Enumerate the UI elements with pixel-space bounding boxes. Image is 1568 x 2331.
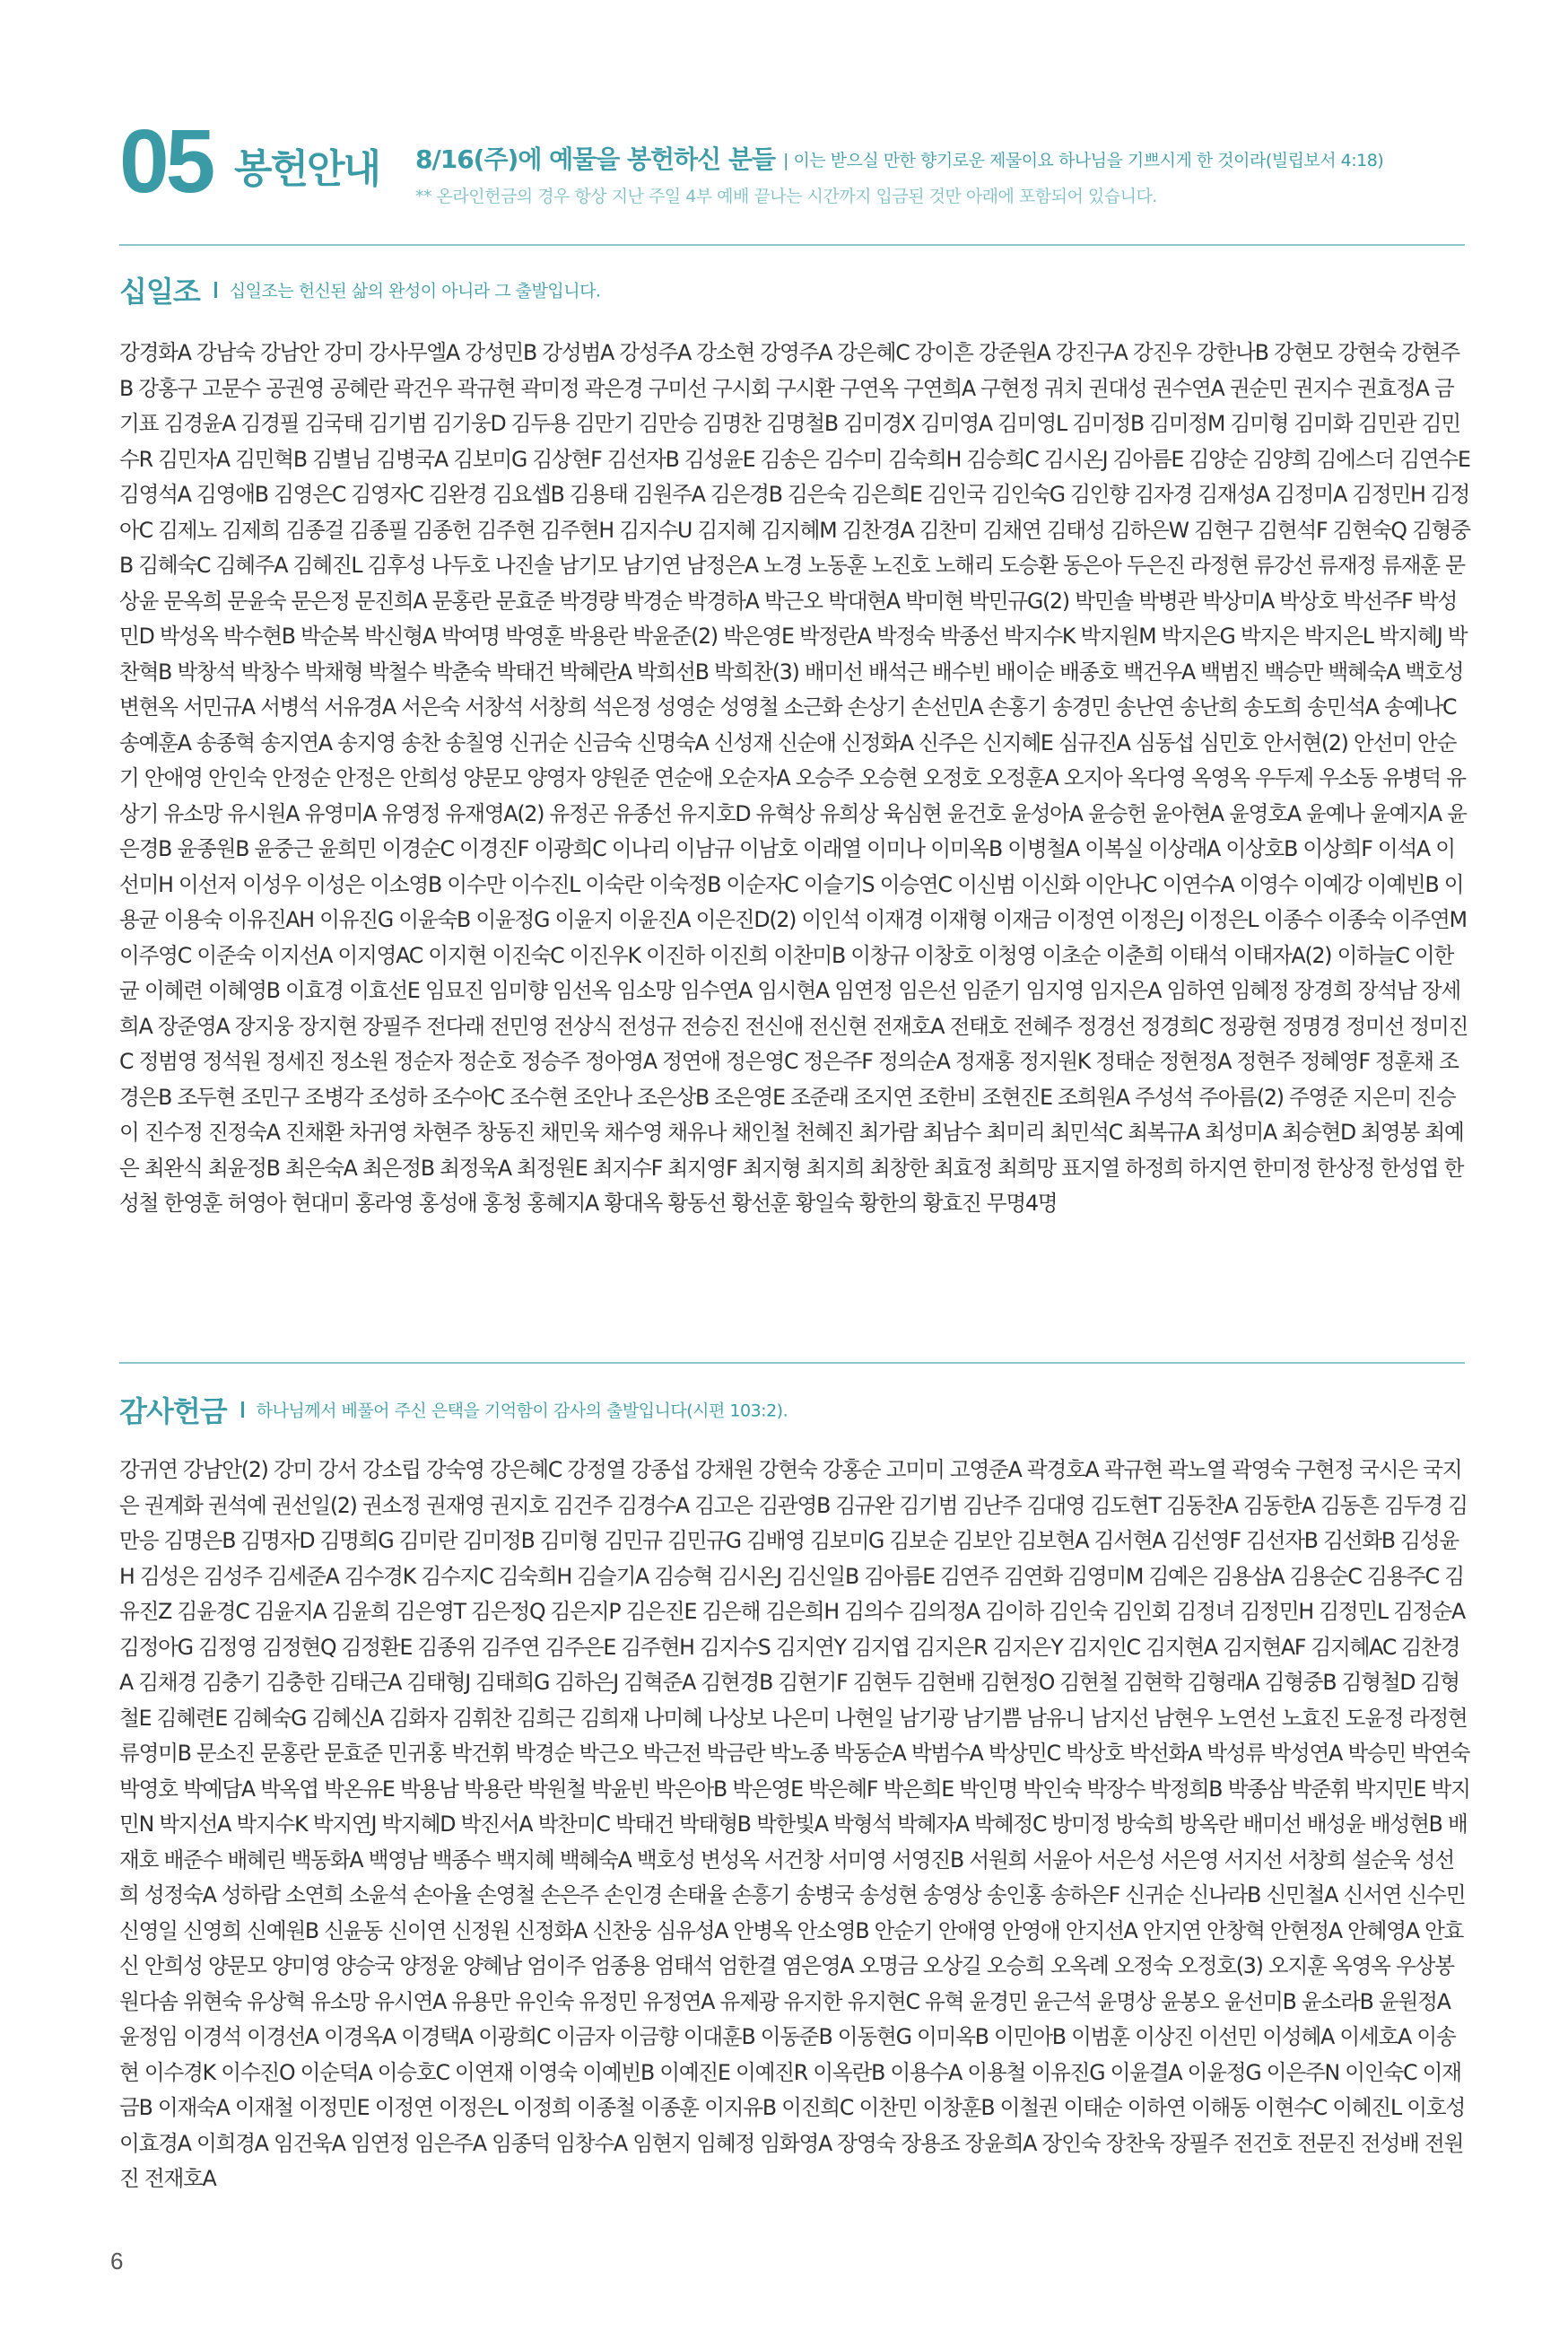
page-number: 6: [110, 2248, 124, 2274]
section-header: [119, 111, 1465, 215]
section-number: 05: [119, 111, 213, 212]
tithe-description: 십일조는 헌신된 삶의 완성이 아니라 그 출발입니다.: [229, 281, 601, 301]
tithe-heading: [119, 269, 600, 310]
heading-separator: [214, 282, 217, 298]
tithe-title: 십일조: [119, 275, 200, 309]
thanks-heading: [119, 1389, 788, 1430]
divider: [119, 244, 1465, 246]
thanks-title: 감사헌금: [119, 1394, 227, 1428]
scripture-quote: | 이는 받으실 만한 향기로운 제물이요 하나님을 기쁘시게 한 것이라(빌립보서 4:18): [783, 151, 1384, 170]
section-title: 봉헌안내: [234, 146, 380, 192]
online-offering-note: ** 온라인헌금의 경우 항상 지난 주일 4부 예배 끝나는 시간까지 입금된 것만 아래에 포함되어 있습니다.: [415, 187, 1157, 206]
thanks-description: 하나님께서 베풀어 주신 은택을 기억함이 감사의 출발입니다(시편 103:2).: [256, 1401, 788, 1421]
offering-date-title: 8/16(주)에 예물을 봉헌하신 분들: [415, 144, 776, 174]
thanks-donor-list: 강귀연 강남안(2) 강미 강서 강소립 강숙영 강은혜C 강정열 강종섭 강채원 강현숙 강홍순 고미미 고영준A 곽경호A 곽규현 곽노열 곽영숙 구현정 국시은 국지은 권계화 권석예 권선일(2) 권소정 권재영 권지호 김건주 김경수A 김고은 김관영B 김규완 김기범 김난주 김대영 김도현T 김동찬A 김동한A 김동흔 김두경 김만응 김명은B 김명자D 김명희G 김미란 김미정B 김미형 김민규 김민규G 김배영 김보미G 김보순 김보안 김보현A 김서현A 김선영F 김선자B 김선화B 김성윤H 김성은 김성주 김세준A 김수경K 김수지C 김숙희H 김슬기A 김승혁 김시온J 김신일B 김아름E 김연주 김연화 김영미M 김예은 김용삼A 김용순C 김용주C 김유진Z 김윤경C 김윤지A 김윤희 김은영T 김은정Q 김은지P 김은진E 김은해 김은희H 김의수 김의정A 김이하 김인숙 김인회 김정녀 김정민H 김정민L 김정순A 김정아G 김정영 김정현Q 김정환E 김종위 김주연 김주은E 김주현H 김지수S 김지연Y 김지엽 김지은R 김지은Y 김지인C 김지현A 김지현AF 김지혜AC 김찬경A 김채경 김충기 김충한 김태근A 김태형J 김태희G 김하은J 김혁준A 김현경B 김현기F 김현두 김현배 김현정O 김현철 김현학 김형래A 김형중B 김형철D 김형철E 김혜련E 김혜숙G 김혜신A 김화자 김휘찬 김희근 김희재 나미혜 나상보 나은미 나현일 남기광 남기쁨 남유니 남지선 남현우 노연선 노효진 도윤정 라정현 류영미B 문소진 문홍란 문효준 민귀홍 박건휘 박경순 박근오 박근전 박금란 박노종 박동순A 박범수A 박상민C 박상호 박선화A 박성류 박성연A 박승민 박연숙 박영호 박예담A 박옥엽 박온유E 박용남 박용란 박원철 박윤빈 박은아B 박은영E 박은혜F 박은희E 박인명 박인숙 박장수 박정희B 박종삼 박준휘 박지민E 박지민N 박지선A 박지수K 박지연J 박지혜D 박진서A 박찬미C 박태건 박태형B 박한빛A 박형석 박혜자A 박혜정C 방미정 방숙희 방옥란 배미선 배성윤 배성현B 배재호 배준수 배혜린 백동화A 백영남 백종수 백지혜 백혜숙A 백호성 변성옥 서건창 서미영 서영진B 서원희 서윤아 서은성 서은영 서지선 서창희 설순욱 성선희 성정숙A 성하람 소연희 소윤석 손아율 손영철 손은주 손인경 손태율 손흥기 송병국 송성현 송영상 송인홍 송하은F 신귀순 신나라B 신민철A 신서연 신수민 신영일 신영희 신예원B 신윤동 신이연 신정원 신정화A 신찬웅 심유성A 안병옥 안소영B 안순기 안애영 안영애 안지선A 안지연 안창혁 안현정A 안혜영A 안효신 안희성 양문모 양미영 양승국 양정윤 양혜남 엄이주 엄종용 엄태석 엄한결 염은영A 오명금 오상길 오승희 오옥례 오정숙 오정호(3) 오지훈 옥영옥 우상봉 원다솜 위현숙 유상혁 유소망 유시연A 유용만 유인숙 유정민 유정연A 유제광 유지한 유지현C 유혁 윤경민 윤근석 윤명상 윤봉오 윤선미B 윤소라B 윤원정A 윤정임 이경석 이경선A 이경옥A 이경택A 이광희C 이금자 이금향 이대훈B 이동준B 이동현G 이미옥B 이민아B 이범훈 이상진 이선민 이성혜A 이세호A 이송현 이수경K 이수진O 이순덕A 이승호C 이연재 이영숙 이예빈B 이예진E 이예진R 이옥란B 이용수A 이용철 이유진G 이윤결A 이윤정G 이은주N 이인숙C 이재금B 이재숙A 이재철 이정민E 이정연 이정은L 이정희 이종철 이종훈 이지유B 이진희C 이찬민 이창훈B 이철권 이태순 이하연 이해동 이현수C 이혜진L 이호성 이효경A 이희경A 임건욱A 임연정 임은주A 임종덕 임창수A 임현지 임혜정 임화영A 장영숙 장용조 장윤희A 장인숙 장찬욱 장필주 전건호 전문진 전성배 전원진 전재호A: [119, 1457, 1470, 2191]
heading-separator: [241, 1401, 244, 1418]
tithe-donor-list: 강경화A 강남숙 강남안 강미 강사무엘A 강성민B 강성범A 강성주A 강소현 강영주A 강은혜C 강이흔 강준원A 강진구A 강진우 강한나B 강현모 강현숙 강현주B 강홍구 고문수 공권영 공혜란 곽건우 곽규현 곽미정 곽은경 구미선 구시회 구시환 구연옥 구연희A 구현정 궈치 권대성 권수연A 권순민 권지수 권효정A 금기표 김경윤A 김경필 김국태 김기범 김기웅D 김두용 김만기 김만승 김명찬 김명철B 김미경X 김미영A 김미영L 김미정B 김미정M 김미형 김미화 김민관 김민수R 김민자A 김민혁B 김별님 김병국A 김보미G 김상현F 김선자B 김성윤E 김송은 김수미 김숙희H 김승희C 김시온J 김아름E 김양순 김양희 김에스더 김연수E 김영석A 김영애B 김영은C 김영자C 김완경 김요셉B 김용태 김원주A 김은경B 김은숙 김은희E 김인국 김인숙G 김인향 김자경 김재성A 김정미A 김정민H 김정아C 김제노 김제희 김종걸 김종필 김종헌 김주현 김주현H 김지수U 김지혜 김지혜M 김찬경A 김찬미 김채연 김태성 김하은W 김현구 김현석F 김현숙Q 김형중B 김혜숙C 김혜주A 김혜진L 김후성 나두호 나진솔 남기모 남기연 남정은A 노경 노동훈 노진호 노해리 도승환 동은아 두은진 라정현 류강선 류재정 류재훈 문상윤 문옥희 문윤숙 문은정 문진희A 문홍란 문효준 박경량 박경순 박경하A 박근오 박대현A 박미현 박민규G(2) 박민솔 박병관 박상미A 박상호 박선주F 박성민D 박성옥 박수현B 박순복 박신형A 박여명 박영훈 박용란 박윤준(2) 박은영E 박정란A 박정숙 박종선 박지수K 박지원M 박지은G 박지은 박지은L 박지혜J 박찬혁B 박창석 박창수 박채형 박철수 박춘숙 박태건 박혜란A 박희선B 박희찬(3) 배미선 배석근 배수빈 배이순 배종호 백건우A 백범진 백승만 백혜숙A 백호성 변현옥 서민규A 서병석 서유경A 서은숙 서창석 서창희 석은정 성영순 성영철 소근화 손상기 손선민A 손홍기 송경민 송난연 송난희 송도희 송민석A 송예나C 송예훈A 송종혁 송지연A 송지영 송찬 송칠영 신귀순 신금숙 신명숙A 신성재 신순애 신정화A 신주은 신지혜E 심규진A 심동섭 심민호 안서현(2) 안선미 안순기 안애영 안인숙 안정순 안정은 안희성 양문모 양영자 양원준 연순애 오순자A 오승주 오승현 오정호 오정훈A 오지아 옥다영 옥영옥 우두제 우소동 유병덕 유상기 유소망 유시원A 유영미A 유영정 유재영A(2) 유정곤 유종선 유지호D 유혁상 유희상 육심현 윤건호 윤성아A 윤승헌 윤아현A 윤영호A 윤예나 윤예지A 윤은경B 윤종원B 윤중근 윤희민 이경순C 이경진F 이광희C 이나리 이남규 이남호 이래열 이미나 이미옥B 이병철A 이복실 이상래A 이상호B 이상희F 이석A 이선미H 이선저 이성우 이성은 이소영B 이수만 이수진L 이숙란 이숙정B 이순자C 이슬기S 이승연C 이신범 이신화 이안나C 이연수A 이영수 이예강 이예빈B 이용균 이용숙 이유진AH 이유진G 이윤숙B 이윤정G 이윤지 이윤진A 이은진D(2) 이인석 이재경 이재형 이재금 이정연 이정은J 이정은L 이종수 이종숙 이주연M 이주영C 이준숙 이지선A 이지영AC 이지현 이진숙C 이진우K 이진하 이진희 이찬미B 이창규 이창호 이청영 이초순 이춘희 이태석 이태자A(2) 이하늘C 이한균 이혜련 이혜영B 이효경 이효선E 임묘진 임미향 임선옥 임소망 임수연A 임시현A 임연정 임은선 임준기 임지영 임지은A 임하연 임혜정 장경희 장석남 장세희A 장준영A 장지웅 장지현 장필주 전다래 전민영 전상식 전성규 전승진 전신애 전신현 전재호A 전태호 전혜주 정경선 정경희C 정광현 정명경 정미선 정미진C 정범영 정석원 정세진 정소원 정순자 정순호 정승주 정아영A 정연애 정은영C 정은주F 정의순A 정재홍 정지원K 정태순 정현정A 정현주 정혜영F 정훈채 조경은B 조두현 조민구 조병각 조성하 조수아C 조수현 조안나 조은상B 조은영E 조준래 조지연 조한비 조현진E 조희원A 주성석 주아름(2) 주영준 지은미 진승이 진수정 진정숙A 진채환 차귀영 차현주 창동진 채민욱 채수영 채유나 채인철 천혜진 최가람 최남수 최미리 최민석C 최복규A 최성미A 최승현D 최영봉 최예은 최완식 최윤정B 최은숙A 최은정B 최정욱A 최정원E 최지수F 최지영F 최지형 최지희 최창한 최효정 최희망 표지열 하정희 하지연 한미정 한상정 한성엽 한성철 한영훈 허영아 현대미 홍라영 홍성애 홍청 홍혜지A 황대옥 황동선 황선훈 황일숙 황한의 황효진 무명4명: [119, 340, 1470, 1216]
divider: [119, 1362, 1465, 1364]
